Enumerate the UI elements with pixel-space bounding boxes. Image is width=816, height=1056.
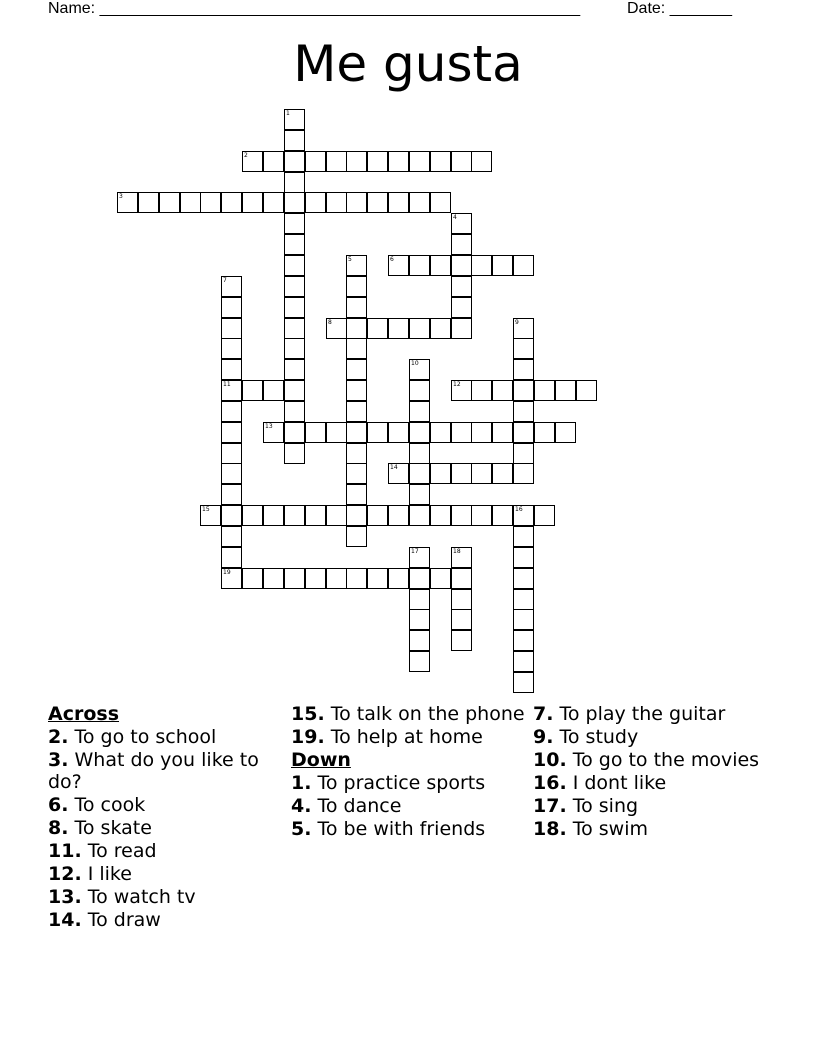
grid-cell[interactable] bbox=[451, 297, 472, 318]
grid-cell[interactable] bbox=[284, 380, 305, 401]
grid-cell[interactable] bbox=[409, 568, 430, 589]
grid-cell[interactable] bbox=[513, 443, 534, 464]
grid-cell[interactable] bbox=[471, 463, 492, 484]
clue-across-13: 13. To watch tv bbox=[48, 886, 196, 908]
grid-cell[interactable] bbox=[221, 526, 242, 547]
grid-cell[interactable] bbox=[346, 151, 367, 172]
grid-cell[interactable] bbox=[513, 630, 534, 651]
grid-cell[interactable] bbox=[305, 505, 326, 526]
grid-cell[interactable] bbox=[409, 401, 430, 422]
clue-across-14: 14. To draw bbox=[48, 909, 161, 931]
clue-down-17: 17. To sing bbox=[533, 795, 639, 817]
grid-cell[interactable] bbox=[451, 380, 472, 401]
grid-cell[interactable] bbox=[346, 192, 367, 213]
grid-cell[interactable] bbox=[430, 505, 451, 526]
grid-cell[interactable] bbox=[221, 401, 242, 422]
grid-cell[interactable] bbox=[388, 151, 409, 172]
grid-cell[interactable] bbox=[513, 609, 534, 630]
grid-cell[interactable] bbox=[284, 359, 305, 380]
grid-cell[interactable] bbox=[200, 192, 221, 213]
grid-cell[interactable] bbox=[409, 484, 430, 505]
clue-number: 11 bbox=[223, 381, 231, 388]
grid-cell[interactable] bbox=[388, 192, 409, 213]
grid-cell[interactable] bbox=[513, 526, 534, 547]
grid-cell[interactable] bbox=[221, 297, 242, 318]
grid-cell[interactable] bbox=[513, 255, 534, 276]
grid-cell[interactable] bbox=[534, 380, 555, 401]
grid-cell[interactable] bbox=[159, 192, 180, 213]
grid-cell[interactable] bbox=[346, 422, 367, 443]
clue-number: 15 bbox=[202, 506, 210, 513]
name-field: Name: ______________________________________________________ bbox=[48, 0, 581, 17]
clue-number: 3 bbox=[119, 193, 123, 200]
grid-cell[interactable] bbox=[430, 192, 451, 213]
grid-cell[interactable] bbox=[430, 318, 451, 339]
grid-cell[interactable] bbox=[221, 318, 242, 339]
grid-cell[interactable] bbox=[388, 463, 409, 484]
clue-across-8: 8. To skate bbox=[48, 817, 152, 839]
grid-cell[interactable] bbox=[409, 318, 430, 339]
grid-cell[interactable] bbox=[513, 589, 534, 610]
grid-cell[interactable] bbox=[367, 192, 388, 213]
grid-cell[interactable] bbox=[513, 401, 534, 422]
grid-cell[interactable] bbox=[346, 526, 367, 547]
grid-cell[interactable] bbox=[555, 422, 576, 443]
grid-cell[interactable] bbox=[409, 589, 430, 610]
clue-column-2 bbox=[291, 703, 531, 841]
grid-cell[interactable] bbox=[284, 401, 305, 422]
grid-cell[interactable] bbox=[409, 463, 430, 484]
grid-cell[interactable] bbox=[367, 422, 388, 443]
grid-cell[interactable] bbox=[388, 255, 409, 276]
grid-cell[interactable] bbox=[534, 422, 555, 443]
grid-cell[interactable] bbox=[346, 276, 367, 297]
grid-cell[interactable] bbox=[576, 380, 597, 401]
grid-cell[interactable] bbox=[346, 443, 367, 464]
grid-cell[interactable] bbox=[200, 505, 221, 526]
grid-cell[interactable] bbox=[367, 568, 388, 589]
grid-cell[interactable] bbox=[221, 422, 242, 443]
grid-cell[interactable] bbox=[451, 318, 472, 339]
grid-cell[interactable] bbox=[367, 505, 388, 526]
grid-cell[interactable] bbox=[451, 609, 472, 630]
grid-cell[interactable] bbox=[388, 505, 409, 526]
grid-cell[interactable] bbox=[388, 422, 409, 443]
grid-cell[interactable] bbox=[430, 422, 451, 443]
grid-cell[interactable] bbox=[138, 192, 159, 213]
clue-number: 6 bbox=[390, 256, 394, 263]
grid-cell[interactable] bbox=[326, 422, 347, 443]
grid-cell[interactable] bbox=[284, 297, 305, 318]
grid-cell[interactable] bbox=[346, 463, 367, 484]
clue-across-12: 12. I like bbox=[48, 863, 132, 885]
grid-cell[interactable] bbox=[430, 151, 451, 172]
grid-cell[interactable] bbox=[284, 568, 305, 589]
grid-cell[interactable] bbox=[451, 422, 472, 443]
clue-number: 10 bbox=[411, 360, 419, 367]
grid-cell[interactable] bbox=[263, 505, 284, 526]
clue-number: 19 bbox=[223, 569, 231, 576]
clue-number: 17 bbox=[411, 548, 419, 555]
grid-cell[interactable] bbox=[409, 255, 430, 276]
clue-number: 9 bbox=[515, 319, 519, 326]
grid-cell[interactable] bbox=[305, 151, 326, 172]
grid-cell[interactable] bbox=[221, 505, 242, 526]
grid-cell[interactable] bbox=[221, 484, 242, 505]
grid-cell[interactable] bbox=[284, 109, 305, 130]
clue-number: 7 bbox=[223, 277, 227, 284]
grid-cell[interactable] bbox=[326, 505, 347, 526]
grid-cell[interactable] bbox=[305, 192, 326, 213]
grid-cell[interactable] bbox=[492, 255, 513, 276]
grid-cell[interactable] bbox=[284, 234, 305, 255]
grid-cell[interactable] bbox=[513, 651, 534, 672]
clue-number: 2 bbox=[244, 152, 248, 159]
grid-cell[interactable] bbox=[326, 192, 347, 213]
clue-across-11: 11. To read bbox=[48, 840, 157, 862]
clue-column-1 bbox=[48, 703, 288, 932]
grid-cell[interactable] bbox=[284, 505, 305, 526]
grid-cell[interactable] bbox=[284, 276, 305, 297]
grid-cell[interactable] bbox=[284, 151, 305, 172]
grid-cell[interactable] bbox=[409, 630, 430, 651]
grid-cell[interactable] bbox=[451, 276, 472, 297]
grid-cell[interactable] bbox=[409, 380, 430, 401]
grid-cell[interactable] bbox=[263, 151, 284, 172]
grid-cell[interactable] bbox=[451, 234, 472, 255]
grid-cell[interactable] bbox=[451, 151, 472, 172]
grid-cell[interactable] bbox=[492, 380, 513, 401]
across-heading: Across bbox=[48, 703, 120, 725]
grid-cell[interactable] bbox=[451, 547, 472, 568]
grid-cell[interactable] bbox=[367, 318, 388, 339]
grid-cell[interactable] bbox=[117, 192, 138, 213]
grid-cell[interactable] bbox=[346, 484, 367, 505]
grid-cell[interactable] bbox=[221, 568, 242, 589]
grid-cell[interactable] bbox=[451, 589, 472, 610]
grid-cell[interactable] bbox=[221, 443, 242, 464]
grid-cell[interactable] bbox=[388, 318, 409, 339]
grid-cell[interactable] bbox=[180, 192, 201, 213]
grid-cell[interactable] bbox=[284, 443, 305, 464]
grid-cell[interactable] bbox=[409, 151, 430, 172]
clue-number: 18 bbox=[453, 548, 461, 555]
grid-cell[interactable] bbox=[367, 151, 388, 172]
grid-cell[interactable] bbox=[346, 338, 367, 359]
grid-cell[interactable] bbox=[346, 380, 367, 401]
clue-number: 1 bbox=[286, 110, 290, 117]
clue-across-19: 19. To help at home bbox=[291, 726, 483, 748]
clue-across-3: 3. What do you like to do? bbox=[48, 749, 259, 793]
grid-cell[interactable] bbox=[430, 568, 451, 589]
grid-cell[interactable] bbox=[284, 255, 305, 276]
grid-cell[interactable] bbox=[409, 422, 430, 443]
grid-cell[interactable] bbox=[409, 609, 430, 630]
grid-cell[interactable] bbox=[346, 255, 367, 276]
grid-cell[interactable] bbox=[221, 276, 242, 297]
grid-cell[interactable] bbox=[242, 568, 263, 589]
grid-cell[interactable] bbox=[263, 380, 284, 401]
clue-number: 12 bbox=[453, 381, 461, 388]
grid-cell[interactable] bbox=[409, 443, 430, 464]
grid-cell[interactable] bbox=[451, 505, 472, 526]
grid-cell[interactable] bbox=[242, 151, 263, 172]
grid-cell[interactable] bbox=[346, 297, 367, 318]
clue-number: 4 bbox=[453, 214, 457, 221]
grid-cell[interactable] bbox=[471, 255, 492, 276]
grid-cell[interactable] bbox=[284, 172, 305, 193]
clue-down-16: 16. I dont like bbox=[533, 772, 667, 794]
grid-cell[interactable] bbox=[492, 422, 513, 443]
grid-cell[interactable] bbox=[513, 338, 534, 359]
grid-cell[interactable] bbox=[513, 505, 534, 526]
grid-cell[interactable] bbox=[492, 463, 513, 484]
grid-cell[interactable] bbox=[221, 192, 242, 213]
grid-cell[interactable] bbox=[346, 568, 367, 589]
grid-cell[interactable] bbox=[409, 359, 430, 380]
grid-cell[interactable] bbox=[451, 213, 472, 234]
clue-number: 8 bbox=[328, 319, 332, 326]
clue-down-7: 7. To play the guitar bbox=[533, 703, 726, 725]
grid-cell[interactable] bbox=[221, 380, 242, 401]
clue-number: 5 bbox=[348, 256, 352, 263]
date-field: Date: _______ bbox=[627, 0, 732, 17]
grid-cell[interactable] bbox=[471, 505, 492, 526]
grid-cell[interactable] bbox=[221, 463, 242, 484]
clue-across-15: 15. To talk on the phone bbox=[291, 703, 525, 725]
grid-cell[interactable] bbox=[471, 380, 492, 401]
clue-across-6: 6. To cook bbox=[48, 794, 146, 816]
clue-number: 13 bbox=[265, 423, 273, 430]
grid-cell[interactable] bbox=[284, 338, 305, 359]
grid-cell[interactable] bbox=[409, 547, 430, 568]
grid-cell[interactable] bbox=[451, 255, 472, 276]
clue-down-4: 4. To dance bbox=[291, 795, 402, 817]
grid-cell[interactable] bbox=[430, 255, 451, 276]
grid-cell[interactable] bbox=[346, 318, 367, 339]
grid-cell[interactable] bbox=[513, 318, 534, 339]
grid-cell[interactable] bbox=[451, 568, 472, 589]
grid-cell[interactable] bbox=[284, 318, 305, 339]
grid-cell[interactable] bbox=[346, 401, 367, 422]
clue-column-3 bbox=[533, 703, 773, 841]
page-title: Me gusta bbox=[293, 35, 523, 93]
grid-cell[interactable] bbox=[326, 318, 347, 339]
grid-cell[interactable] bbox=[534, 505, 555, 526]
grid-cell[interactable] bbox=[326, 151, 347, 172]
grid-cell[interactable] bbox=[409, 505, 430, 526]
grid-cell[interactable] bbox=[471, 422, 492, 443]
clue-down-10: 10. To go to the movies bbox=[533, 749, 760, 771]
grid-cell[interactable] bbox=[263, 422, 284, 443]
down-heading: Down bbox=[291, 749, 351, 771]
grid-cell[interactable] bbox=[242, 192, 263, 213]
grid-cell[interactable] bbox=[451, 463, 472, 484]
grid-cell[interactable] bbox=[263, 192, 284, 213]
grid-cell[interactable] bbox=[388, 568, 409, 589]
grid-cell[interactable] bbox=[284, 192, 305, 213]
clue-across-2: 2. To go to school bbox=[48, 726, 217, 748]
grid-cell[interactable] bbox=[346, 359, 367, 380]
grid-cell[interactable] bbox=[242, 380, 263, 401]
grid-cell[interactable] bbox=[513, 380, 534, 401]
clue-down-1: 1. To practice sports bbox=[291, 772, 486, 794]
grid-cell[interactable] bbox=[346, 505, 367, 526]
grid-cell[interactable] bbox=[221, 338, 242, 359]
grid-cell[interactable] bbox=[221, 359, 242, 380]
grid-cell[interactable] bbox=[513, 422, 534, 443]
grid-cell[interactable] bbox=[409, 651, 430, 672]
grid-cell[interactable] bbox=[555, 380, 576, 401]
grid-cell[interactable] bbox=[513, 359, 534, 380]
grid-cell[interactable] bbox=[513, 547, 534, 568]
grid-cell[interactable] bbox=[471, 151, 492, 172]
grid-cell[interactable] bbox=[221, 547, 242, 568]
grid-cell[interactable] bbox=[430, 463, 451, 484]
grid-cell[interactable] bbox=[513, 463, 534, 484]
grid-cell[interactable] bbox=[284, 422, 305, 443]
clue-down-5: 5. To be with friends bbox=[291, 818, 486, 840]
clue-down-18: 18. To swim bbox=[533, 818, 648, 840]
grid-cell[interactable] bbox=[305, 568, 326, 589]
grid-cell[interactable] bbox=[284, 130, 305, 151]
grid-cell[interactable] bbox=[326, 568, 347, 589]
grid-cell[interactable] bbox=[451, 630, 472, 651]
grid-cell[interactable] bbox=[513, 672, 534, 693]
grid-cell[interactable] bbox=[242, 505, 263, 526]
grid-cell[interactable] bbox=[513, 568, 534, 589]
grid-cell[interactable] bbox=[305, 422, 326, 443]
grid-cell[interactable] bbox=[409, 192, 430, 213]
grid-cell[interactable] bbox=[263, 568, 284, 589]
grid-cell[interactable] bbox=[492, 505, 513, 526]
clue-number: 16 bbox=[515, 506, 523, 513]
clue-down-9: 9. To study bbox=[533, 726, 639, 748]
clue-number: 14 bbox=[390, 464, 398, 471]
grid-cell[interactable] bbox=[284, 213, 305, 234]
